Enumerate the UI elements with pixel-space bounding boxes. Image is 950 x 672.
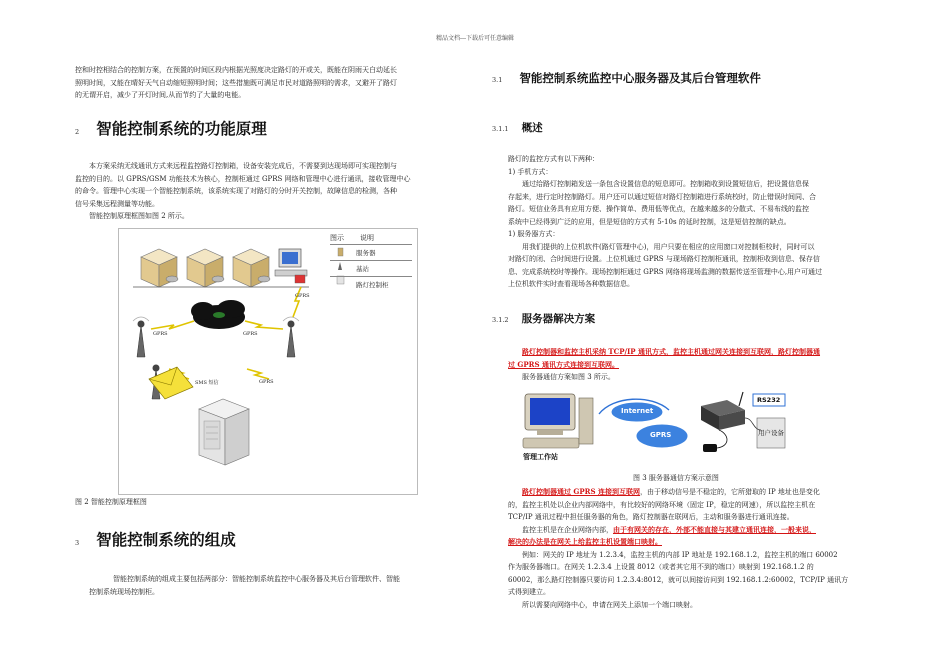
text-line: 存起来，进行定时控制路灯。用户还可以通过短信对路灯控制箱进行系统校时，防止错误时间同、合: [508, 192, 816, 201]
section-2-body: [75, 160, 467, 223]
text-line: 的无谓开启，减少了开灯时间,从而节约了大量的电能。: [75, 91, 246, 99]
section-title: 智能控制系统监控中心服务器及其后台管理软件: [519, 71, 761, 85]
text-line: 路灯的监控方式有以下两种：: [508, 155, 599, 163]
section-title: 智能控制系统的功能原理: [96, 120, 267, 138]
legend-row: [330, 276, 412, 291]
server-icon: [187, 249, 224, 287]
gprs-label: GPRS: [259, 379, 274, 385]
overview-body: [508, 153, 888, 291]
text-line: 对路灯的闭、合时间进行设置。上位机通过 GPRS 与现场路灯控制柜通讯，控制柜收到信息、保存信: [508, 255, 820, 263]
section-3-1-2-heading: [492, 307, 595, 326]
network-cloud-icon: [191, 300, 245, 329]
text-line: 控制系统现场控制柜。: [89, 587, 159, 596]
gprs-label: GPRS: [153, 331, 168, 337]
text-line: TCP/IP 通讯过程中担任服务器的角色，路灯控制器在联网后，主动和服务器进行通讯连接。: [508, 513, 794, 521]
server-solution-intro: [508, 346, 888, 384]
highlighted-text: 路灯控制器通过 GPRS 连接到互联网: [522, 487, 640, 496]
section-number: 3: [75, 539, 80, 547]
section-title: 智能控制系统的组成: [96, 531, 236, 549]
sms-label: SMS 短信: [195, 380, 219, 386]
text-line: 例如：网关的 IP 地址为 1.2.3.4，监控主机的内部 IP 地址是 192.168.1.2，监控主机的端口 60002: [522, 550, 838, 559]
base-station-icon: [283, 317, 299, 357]
text-line: 用我们提供的上位机软件(路灯管理中心)，用户只要在相应的应用窗口对控制柜校时，同时可以: [522, 242, 815, 251]
section-number: 3.1: [492, 76, 503, 84]
section-number: 2: [75, 128, 80, 136]
server-solution-body: [508, 486, 890, 611]
highlighted-text: 解决的办法是在网关上给监控主机设置端口映射。: [508, 537, 662, 546]
text-span: 监控主机是在企业网络内部，: [522, 525, 613, 534]
legend-label: 路灯控制柜: [356, 281, 389, 289]
text-line: 息、完成系统校时等操作。现场控制柜通过 GPRS 网络将现场监测的数据传送至管理中心,用户可通过: [508, 267, 823, 276]
workstation-label: 管理工作站: [523, 453, 558, 461]
gprs-label: GPRS: [243, 331, 258, 337]
section-title: 概述: [521, 122, 543, 134]
section-2-heading: [75, 117, 267, 139]
text-line: 智能控制原理框图如图 2 所示。: [89, 212, 189, 220]
computer-icon: [523, 394, 593, 448]
section-number: 3.1.1: [492, 125, 509, 133]
rs232-label: RS232: [757, 396, 781, 404]
text-line: 信号采集远程测量等功能。: [75, 199, 159, 208]
power-adapter-icon: [703, 430, 727, 452]
text-line: 作为服务器端口。在网关 1.2.3.4 上设置 8012（或者其它用不到的端口）映射到 192.168.1.2 的: [508, 563, 814, 571]
base-station-icon: [133, 317, 149, 357]
legend-row: [330, 244, 412, 259]
text-line: 上位机软件实时查看现场各种数据信息。: [508, 280, 634, 288]
text-line: 本方案采纳无线通讯方式来远程监控路灯控制箱，设备安装完成后，不需要到达现场即可实现控制与: [89, 162, 397, 170]
intro-paragraph: [75, 64, 465, 102]
section-3-1-heading: [492, 67, 761, 86]
section-number: 3.1.2: [492, 316, 509, 324]
figure-2-caption: 图 2 智能控制原理框图: [75, 498, 147, 506]
text-line: 的，监控主机处以企业内部网络中，有比较好的网络环境（固定 IP，稳定的网速），所以监控主机在: [508, 500, 816, 509]
text-line: 系统中已经得到广泛的应用，但是短信的方式有 5-10s 的延时控制，这是短信控制的缺点。: [508, 217, 791, 226]
page-header: 精品文档---下载后可任意编辑: [435, 35, 515, 42]
workstation-icon: [275, 249, 307, 283]
text-line: 控和时控相结合的控制方案，在预置的时间区段内根据光照度决定路灯的开或关，既能在阴雨天白动延长: [75, 66, 397, 74]
highlighted-text: 过 GPRS 通讯方式连接到互联网。: [508, 359, 619, 369]
section-3-1-1-heading: [492, 116, 543, 135]
text-line: 路灯。短信业务具有应用方便、操作简单、费用低等优点，在越来越多的分散式、不易布线的监控: [508, 205, 809, 213]
text-line: 服务器通信方案如图 3 所示。: [522, 373, 615, 381]
text-line: 式得到建立。: [508, 588, 550, 596]
text-line: 通过给路灯控制箱发送一条包含设置信息的短息即可。控制箱收到设置短信后，把设置信息保: [522, 180, 809, 188]
user-device-label: 用户设备: [758, 429, 784, 437]
legend-title: 图示: [330, 234, 344, 242]
text-span: ，由于移动信号是不稳定的，它所猎取的 IP 地址也是变化: [640, 488, 820, 496]
server-icon: [233, 249, 270, 287]
lamp-control-cabinet-icon: [199, 399, 249, 465]
text-line: 所以需要向网络中心，申请在网关上添加一个端口映射。: [522, 600, 697, 609]
text-line: 60002，那么路灯控制器只要访问 1.2.3.4:8012，就可以间接访问到 192.168.1.2:60002，TCP/IP 通讯方: [508, 575, 849, 584]
control-principle-diagram: [118, 228, 418, 495]
legend-label: 服务器: [356, 249, 376, 257]
section-title: 服务器解决方案: [521, 313, 596, 325]
legend-header: 说明: [360, 234, 374, 242]
text-line: 监控的目的。以 GPRS/GSM 功能技术为核心，控制柜通过 GPRS 网络和管理中心进行通讯，接收管理中心: [75, 174, 411, 183]
gprs-modem-icon: [701, 392, 745, 430]
server-communication-diagram: [517, 388, 787, 468]
diagram-legend: [326, 232, 414, 292]
gprs-label: GPRS: [295, 293, 310, 299]
figure-3-caption: 图 3 服务器通信方案示意图: [633, 474, 719, 482]
highlighted-text: 由于有网关的存在，外部不能直接与其建立通讯连接，一般来说，: [613, 524, 816, 534]
text-line: 照明时间，又能在晴好天气自动缩短照明时间；这些措施既可满足市民对道路照明的需求，又避开了路灯: [75, 78, 397, 87]
highlighted-text: 路灯控制器和监控主机采纳 TCP/IP 通讯方式，监控主机通过网关连接到互联网，路灯控制器通: [522, 347, 821, 356]
gprs-label: GPRS: [650, 431, 672, 439]
text-line: 1) 服务器方式：: [508, 230, 560, 238]
legend-row: [330, 260, 412, 275]
legend-label: 基站: [356, 265, 369, 273]
text-line: 1) 手机方式：: [508, 167, 553, 176]
server-icon: [141, 249, 178, 287]
text-line: [508, 524, 890, 537]
text-line: 智能控制系统的组成主要包括两部分：智能控制系统监控中心服务器及其后台管理软件、智能: [113, 575, 400, 583]
text-line: [508, 486, 890, 499]
section-3-heading: [75, 528, 236, 550]
text-line: 的命令。管理中心实现一个智能控制系统，该系统实现了对路灯的分时开关控制，故障信息的检测，各种: [75, 187, 397, 195]
section-3-body: [75, 573, 467, 598]
internet-label: Internet: [621, 407, 654, 415]
